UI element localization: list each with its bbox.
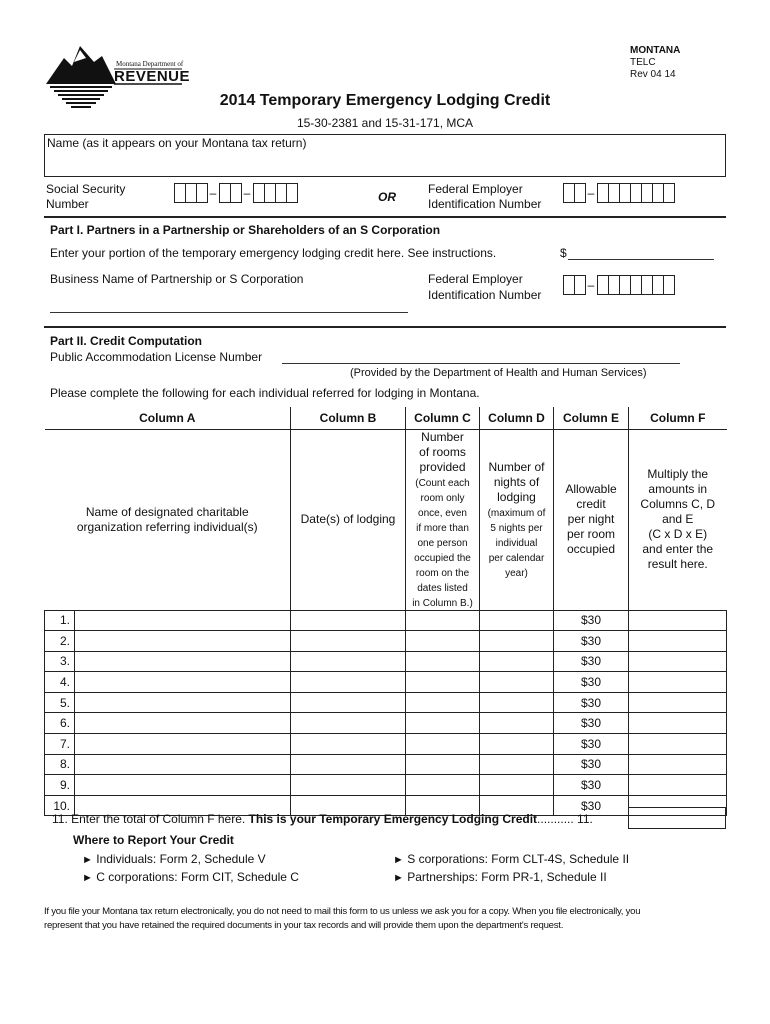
col-a-input[interactable]: [75, 754, 291, 775]
fein-label-2: Identification Number: [428, 197, 542, 211]
state-label: MONTANA: [630, 45, 681, 56]
agency-line2: REVENUE: [114, 68, 191, 85]
col-d-input[interactable]: [480, 754, 554, 775]
arrow-right-icon: ►: [393, 854, 404, 866]
row-number: 4.: [45, 672, 75, 693]
footer-note-1: If you file your Montana tax return electronically, you do not need to mail this form to us unless we ask you for a copy. When you file electronically, you: [44, 906, 641, 917]
table-row: [45, 610, 727, 631]
license-label: Public Accommodation License Number: [50, 350, 263, 364]
statute-ref: 15-30-2381 and 15-31-171, MCA: [296, 116, 474, 130]
col-f-input[interactable]: [629, 692, 727, 713]
col-a-input[interactable]: [75, 713, 291, 734]
col-e-amount: $30: [554, 610, 629, 631]
col-f-input[interactable]: [629, 754, 727, 775]
col-d-input[interactable]: [480, 692, 554, 713]
col-e-amount: $30: [554, 734, 629, 755]
col-e-amount: $30: [554, 692, 629, 713]
col-b-description: Date(s) of lodging: [291, 429, 406, 610]
col-b-input[interactable]: [291, 610, 406, 631]
col-b-input[interactable]: [291, 692, 406, 713]
row-number: 2.: [45, 631, 75, 652]
agency-line1: Montana Department of: [116, 60, 184, 68]
col-b-header: Column B: [291, 407, 406, 429]
col-d-input[interactable]: [480, 651, 554, 672]
report-heading: Where to Report Your Credit: [73, 833, 234, 847]
name-label: Name (as it appears on your Montana tax return): [47, 136, 307, 150]
col-b-input[interactable]: [291, 713, 406, 734]
form-code: TELC: [630, 57, 656, 68]
col-a-input[interactable]: [75, 651, 291, 672]
row-number: 9.: [45, 775, 75, 796]
col-c-input[interactable]: [406, 610, 480, 631]
part2-instructions: Please complete the following for each individual referred for lodging in Montana.: [50, 386, 480, 400]
row-number: 3.: [45, 651, 75, 672]
col-e-description: Allowable credit per night per room occupied: [554, 429, 629, 610]
col-f-input[interactable]: [629, 734, 727, 755]
col-e-amount: $30: [554, 754, 629, 775]
col-c-input[interactable]: [406, 734, 480, 755]
col-f-input[interactable]: [629, 651, 727, 672]
table-row: [45, 734, 727, 755]
name-field[interactable]: [44, 134, 726, 177]
col-b-input[interactable]: [291, 734, 406, 755]
part1-fein-label-2: Identification Number: [428, 288, 542, 302]
credit-table: [44, 407, 727, 816]
part1-heading: Part I. Partners in a Partnership or Shareholders of an S Corporation: [50, 223, 441, 237]
col-d-description: Number of nights of lodging (maximum of 5 nights per individual per calendar year): [480, 429, 554, 610]
divider: [44, 216, 726, 218]
col-c-input[interactable]: [406, 754, 480, 775]
col-d-input[interactable]: [480, 734, 554, 755]
part1-fein-field[interactable]: –: [563, 275, 674, 295]
col-d-input[interactable]: [480, 610, 554, 631]
col-f-input[interactable]: [629, 713, 727, 734]
col-f-description: Multiply the amounts in Columns C, D and E (C x D x E) and enter the result here.: [629, 429, 727, 610]
col-d-input[interactable]: [480, 713, 554, 734]
col-f-input[interactable]: [629, 672, 727, 693]
credit-amount-field[interactable]: [568, 259, 714, 260]
col-f-input[interactable]: [629, 631, 727, 652]
footer-note-2: represent that you have retained the required documents in your tax records and will provide them upon the department's request.: [44, 920, 564, 931]
license-number-field[interactable]: [282, 363, 680, 364]
col-e-amount: $30: [554, 795, 629, 816]
col-d-header: Column D: [480, 407, 554, 429]
dollar-sign: $: [560, 246, 567, 260]
report-item-s-corp: ► S corporations: Form CLT-4S, Schedule II: [393, 852, 630, 866]
fein-field[interactable]: –: [563, 183, 674, 203]
col-f-header: Column F: [629, 407, 727, 429]
col-a-input[interactable]: [75, 610, 291, 631]
col-f-input[interactable]: [629, 775, 727, 796]
col-b-input[interactable]: [291, 775, 406, 796]
col-c-input[interactable]: [406, 672, 480, 693]
col-e-amount: $30: [554, 651, 629, 672]
col-c-input[interactable]: [406, 713, 480, 734]
col-c-input[interactable]: [406, 651, 480, 672]
col-b-input[interactable]: [291, 651, 406, 672]
col-b-input[interactable]: [291, 754, 406, 775]
col-e-amount: $30: [554, 672, 629, 693]
row-number: 6.: [45, 713, 75, 734]
col-b-input[interactable]: [291, 631, 406, 652]
col-e-amount: $30: [554, 713, 629, 734]
col-c-input[interactable]: [406, 775, 480, 796]
total-credit-field[interactable]: [628, 807, 726, 829]
row-number: 10.: [45, 795, 75, 816]
report-item-c-corp: ► C corporations: Form CIT, Schedule C: [82, 870, 299, 884]
table-row: [45, 651, 727, 672]
col-a-input[interactable]: [75, 672, 291, 693]
line11-text: 11. Enter the total of Column F here. This is your Temporary Emergency Lodging Credit........... 11.: [52, 812, 593, 826]
or-label: OR: [378, 190, 396, 204]
col-a-description: Name of designated charitable organization referring individual(s): [45, 429, 291, 610]
part2-heading: Part II. Credit Computation: [50, 334, 203, 348]
row-number: 7.: [45, 734, 75, 755]
table-row: [45, 713, 727, 734]
ssn-label-2: Number: [46, 197, 89, 211]
table-row: [45, 754, 727, 775]
row-number: 8.: [45, 754, 75, 775]
col-a-input[interactable]: [75, 692, 291, 713]
table-row: [45, 775, 727, 796]
col-d-input[interactable]: [480, 672, 554, 693]
col-e-amount: $30: [554, 631, 629, 652]
col-d-input[interactable]: [480, 631, 554, 652]
col-c-description: Number of rooms provided (Count each room only once, even if more than one person occupied the room on the dates listed in Column B.): [406, 429, 480, 610]
col-a-input[interactable]: [75, 734, 291, 755]
table-row: [45, 692, 727, 713]
report-item-partnerships: ► Partnerships: Form PR-1, Schedule II: [393, 870, 607, 884]
part1-fein-label-1: Federal Employer: [428, 272, 523, 286]
form-title: 2014 Temporary Emergency Lodging Credit: [219, 92, 551, 109]
col-e-header: Column E: [554, 407, 629, 429]
col-c-input[interactable]: [406, 692, 480, 713]
row-number: 5.: [45, 692, 75, 713]
col-c-input[interactable]: [406, 631, 480, 652]
revision: Rev 04 14: [630, 69, 676, 80]
business-name-label: Business Name of Partnership or S Corporation: [50, 272, 304, 286]
table-row: [45, 631, 727, 652]
arrow-right-icon: ►: [82, 854, 93, 866]
col-e-amount: $30: [554, 775, 629, 796]
col-a-input[interactable]: [75, 775, 291, 796]
divider: [44, 326, 726, 328]
part1-enter-text: Enter your portion of the temporary emergency lodging credit here. See instructions.: [50, 246, 497, 260]
report-item-individuals: ► Individuals: Form 2, Schedule V: [82, 852, 266, 866]
col-d-input[interactable]: [480, 775, 554, 796]
ssn-field[interactable]: – –: [174, 183, 297, 203]
row-number: 1.: [45, 610, 75, 631]
arrow-right-icon: ►: [393, 872, 404, 884]
col-a-input[interactable]: [75, 631, 291, 652]
business-name-field[interactable]: [50, 312, 408, 313]
ssn-label-1: Social Security: [46, 182, 126, 196]
license-note: (Provided by the Department of Health and Human Services): [350, 367, 647, 379]
col-f-input[interactable]: [629, 610, 727, 631]
fein-label-1: Federal Employer: [428, 182, 523, 196]
col-c-header: Column C: [406, 407, 480, 429]
table-row: [45, 672, 727, 693]
arrow-right-icon: ►: [82, 872, 93, 884]
col-a-header: Column A: [45, 407, 291, 429]
col-b-input[interactable]: [291, 672, 406, 693]
